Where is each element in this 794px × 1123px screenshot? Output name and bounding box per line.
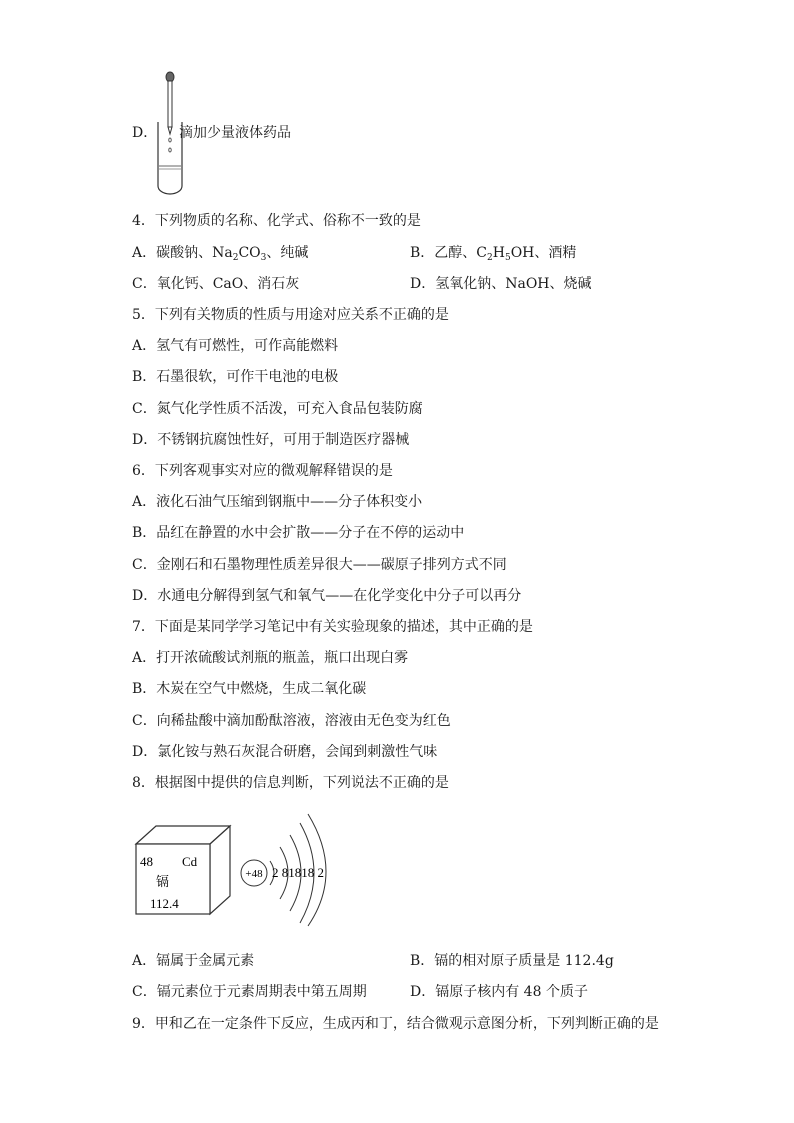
q5-option-c: C．氮气化学性质不活泼，可充入食品包装防腐 — [132, 401, 423, 417]
element-name: 镉 — [156, 874, 170, 889]
q6-option-b: B．品红在静置的水中会扩散——分子在不停的运动中 — [132, 525, 465, 541]
q8-option-a: A．镉属于金属元素 — [132, 953, 255, 969]
q4-option-a: A．碳酸钠、$Na_2CO_3$、纯碱 — [132, 245, 309, 263]
q4-option-b: B．乙醇、$C_2H_5OH$、酒精 — [410, 245, 577, 263]
q6-option-d: D．水通电分解得到氢气和氧气——在化学变化中分子可以再分 — [132, 588, 522, 604]
q8-option-d: D．镉原子核内有 48 个质子 — [410, 984, 588, 1000]
atomic-number: 48 — [140, 854, 153, 869]
atomic-structure-diagram — [238, 810, 348, 928]
element-cell-cube-diagram — [130, 822, 234, 918]
q8-stem: 8．根据图中提供的信息判断，下列说法不正确的是 — [132, 775, 449, 791]
q4-option-d: D．氢氧化钠、NaOH、烧碱 — [410, 276, 592, 292]
nucleus-charge: +48 — [245, 868, 263, 880]
q7-option-b: B．木炭在空气中燃烧，生成二氧化碳 — [132, 681, 367, 697]
q9-stem: 9．甲和乙在一定条件下反应，生成丙和丁，结合微观示意图分析，下列判断正确的是 — [132, 1016, 659, 1032]
q8-option-b: B．镉的相对原子质量是 112.4g — [410, 953, 614, 969]
q5-option-b: B．石墨很软，可作干电池的电极 — [132, 369, 339, 385]
q4-option-c: C．氧化钙、CaO、消石灰 — [132, 276, 300, 292]
q7-option-c: C．向稀盐酸中滴加酚酞溶液，溶液由无色变为红色 — [132, 713, 451, 729]
q7-option-d: D．氯化铵与熟石灰混合研磨，会闻到刺激性气味 — [132, 744, 438, 760]
q5-stem: 5．下列有关物质的性质与用途对应关系不正确的是 — [132, 307, 449, 323]
element-symbol: Cd — [182, 854, 198, 869]
q7-stem: 7．下面是某同学学习笔记中有关实验现象的描述，其中正确的是 — [132, 619, 533, 635]
dropper-icon — [166, 72, 174, 134]
liquid-drop — [169, 138, 171, 142]
q3-option-d-text: 滴加少量液体药品 — [179, 125, 291, 141]
q3-option-d-letter: D． — [132, 125, 158, 141]
q6-option-c: C．金刚石和石墨物理性质差异很大——碳原子排列方式不同 — [132, 557, 507, 573]
q4-stem: 4．下列物质的名称、化学式、俗称不一致的是 — [132, 213, 421, 229]
q5-option-a: A．氢气有可燃性，可作高能燃料 — [132, 338, 339, 354]
q8-option-c: C．镉元素位于元素周期表中第五周期 — [132, 984, 367, 1000]
atomic-mass: 112.4 — [150, 896, 179, 911]
q5-option-d: D．不锈钢抗腐蚀性好，可用于制造医疗器械 — [132, 432, 410, 448]
electron-config: 2 81818 2 — [272, 865, 324, 880]
q6-option-a: A．液化石油气压缩到钢瓶中——分子体积变小 — [132, 494, 423, 510]
q7-option-a: A．打开浓硫酸试剂瓶的瓶盖，瓶口出现白雾 — [132, 650, 409, 666]
q6-stem: 6．下列客观事实对应的微观解释错误的是 — [132, 463, 393, 479]
